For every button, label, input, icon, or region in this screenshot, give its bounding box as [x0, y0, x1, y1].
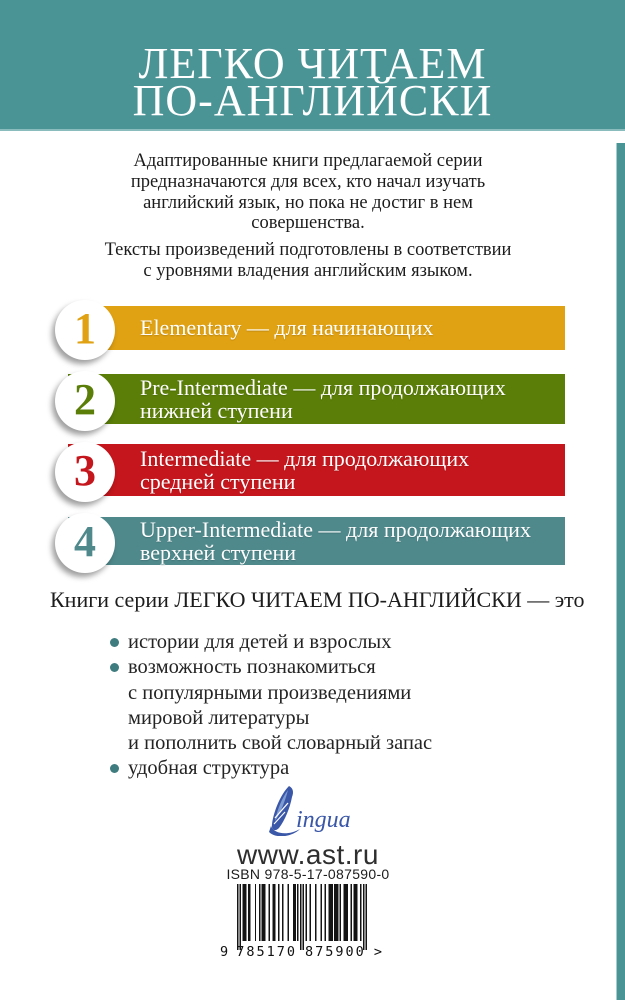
level-ribbon	[68, 444, 565, 496]
level-row-4	[55, 517, 565, 565]
level-ribbon	[68, 374, 565, 424]
intro-paragraph-1: Адаптированные книги предлагаемой серии предназначаются для всех, кто начал изучать английский язык, но пока не достиг в нем совершенства.	[130, 151, 486, 234]
level-number: 3	[74, 446, 96, 495]
bullet-dot-icon	[110, 764, 119, 773]
isbn-label: ISBN 978-5-17-087590-0	[226, 866, 390, 882]
ean13-barcode	[237, 884, 367, 950]
publisher-website: www.ast.ru	[237, 839, 379, 870]
level-row-1	[55, 304, 565, 353]
level-row-2	[55, 374, 565, 424]
barcode-right-group: 875900	[305, 944, 366, 960]
barcode-tail-mark: >	[373, 944, 382, 960]
level-number: 4	[74, 517, 96, 566]
bullet-item-continuation: с популярными произведениями	[128, 681, 412, 704]
level-label: Pre-Intermediate — для продолжающих нижней ступени	[140, 374, 506, 423]
level-number: 2	[74, 375, 96, 424]
bullet-item-continuation: и пополнить свой словарный запас	[128, 732, 433, 755]
intro-paragraph-2: Тексты произведений подготовлены в соответствии с уровнями владения английским языком.	[104, 240, 512, 281]
bullet-dot-icon	[110, 638, 119, 647]
level-number-badge	[55, 442, 115, 502]
bullet-item: истории для детей и взрослых	[108, 630, 528, 655]
level-label: Upper-Intermediate — для продолжающих верхней ступени	[140, 516, 531, 565]
lingua-logo	[266, 784, 356, 836]
bullet-item-continuation: мировой литературы	[128, 706, 310, 729]
feather-quill-icon	[266, 784, 356, 836]
series-summary-heading: Книги серии ЛЕГКО ЧИТАЕМ ПО-АНГЛИЙСКИ — это	[50, 587, 585, 612]
barcode-lead-digit: 9	[220, 944, 229, 960]
barcode-digits	[220, 944, 382, 960]
cover-edge-strip	[616, 143, 625, 1000]
level-number-badge	[55, 513, 115, 573]
level-row-3	[55, 444, 565, 496]
level-label: Elementary — для начинающих	[140, 315, 434, 341]
barcode-left-group: 785170	[236, 944, 297, 960]
series-feature-list	[108, 630, 528, 782]
bullet-dot-icon	[110, 663, 119, 672]
level-ribbon	[68, 304, 565, 353]
logo-script-text: ingua	[296, 807, 351, 833]
level-ribbon	[68, 517, 565, 565]
series-title-band	[0, 0, 625, 131]
bullet-item: возможность познакомиться	[108, 655, 528, 680]
level-number: 1	[74, 304, 96, 353]
level-number-badge	[55, 371, 115, 431]
bullet-item: удобная структура	[108, 756, 528, 781]
series-title: ЛЕГКО ЧИТАЕМ ПО-АНГЛИЙСКИ	[132, 39, 493, 125]
level-label: Intermediate — для продолжающих средней ступени	[140, 445, 470, 494]
level-number-badge	[55, 300, 115, 360]
